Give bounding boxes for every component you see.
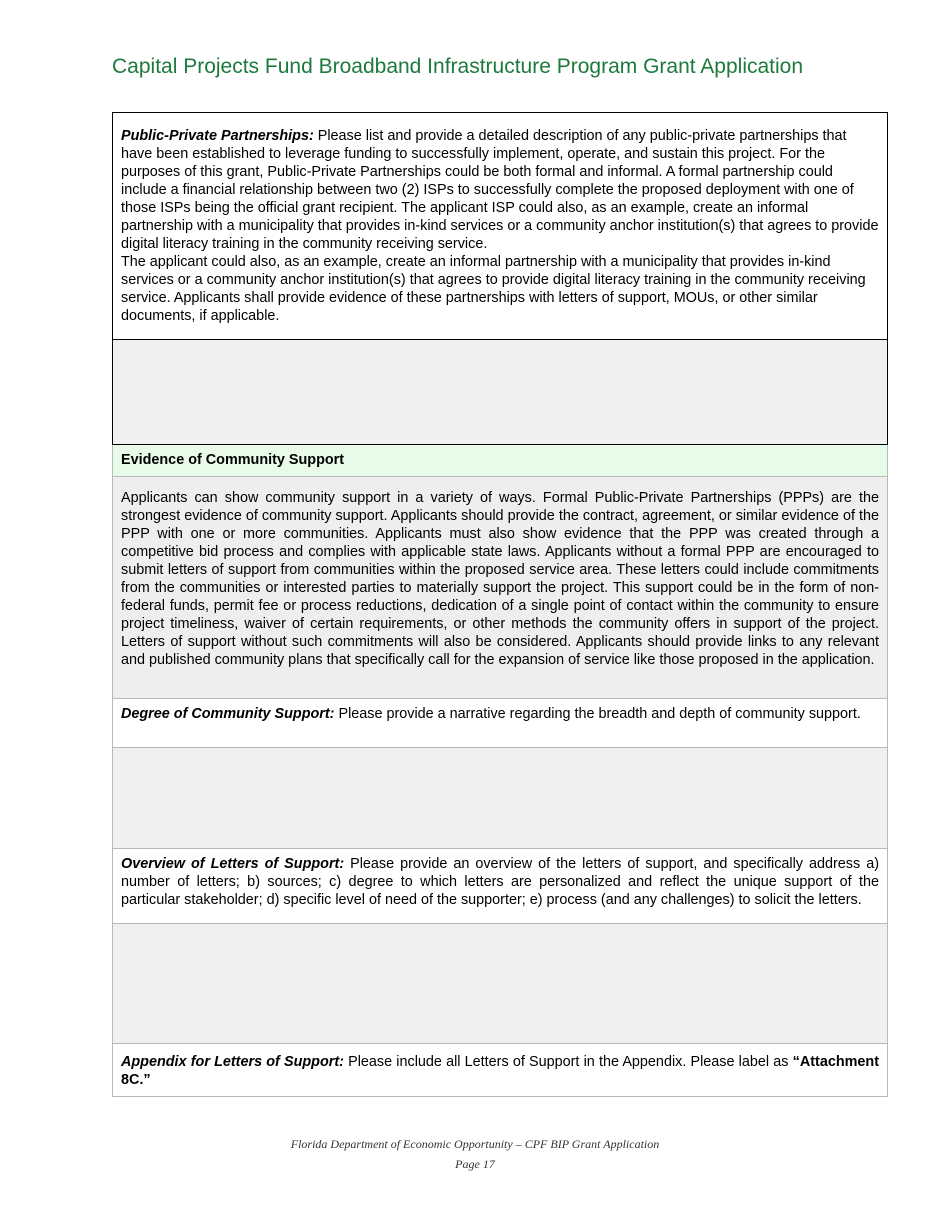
degree-response-field[interactable] [112,748,888,849]
page-title: Capital Projects Fund Broadband Infrastructure Program Grant Application [112,55,804,78]
overview-question [112,849,888,924]
overview-text: Please provide an overview of the letters of support, and specifically address a) number of letters; b) sources; c) degree to which letters are personalized and reflect the unique support of the particular stakeholder; d) specific level of need of the supporter; e) process (and any challenges) to solicit the letters. [121,856,879,908]
appendix-text: Please include all Letters of Support in the Appendix. Please label as [343,1054,793,1070]
application-form [112,112,888,1097]
appendix-question [112,1044,888,1097]
community-support-header: Evidence of Community Support [112,445,888,477]
ppp-response-field[interactable] [112,340,888,445]
footer-line: Florida Department of Economic Opportunity – CPF BIP Grant Application [290,1137,660,1151]
appendix-attachment: “Attachment 8C.” [121,1054,879,1088]
ppp-text-2: The applicant could also, as an example, create an informal partnership with a municipality that provides in-kind services or a community anchor institution(s) that agrees to provide digital literacy training in the community receiving service. Applicants shall provide evidence of these partnerships with letters of support, MOUs, or other similar documents, if applicable. [121,254,866,324]
ppp-question [112,112,888,340]
overview-response-field[interactable] [112,924,888,1044]
degree-label: Degree of Community Support: [121,706,335,722]
page-number: Page 17 [455,1157,495,1171]
ppp-paragraph-1 [121,127,879,253]
ppp-label: Public-Private Partnerships: [121,128,314,144]
overview-label: Overview of Letters of Support: [121,856,345,872]
ppp-text-1: Please list and provide a detailed description of any public-private partnerships that have been established to leverage funding to successfully implement, operate, and sustain this project. For the purposes of this grant, Public-Private Partnerships could be both formal and informal. A formal partnership could include a financial relationship between two (2) ISPs to successfully complete the proposed deployment with one of those ISPs being the official grant recipient. The applicant ISP could also, as an example, create an informal partnership with a municipality that provides in-kind services or a community anchor institution(s) that agrees to provide digital literacy training in the community receiving service. [121,128,879,252]
community-support-description: Applicants can show community support in a variety of ways. Formal Public-Private Partnerships (PPPs) are the strongest evidence of community support. Applicants should provide the contract, agreement, or similar evidence of the PPP with one or more communities. Applicants must also show evidence that the PPP was created through a competitive bid process and complies with applicable state laws. Applicants without a formal PPP are encouraged to submit letters of support from communities within the proposed service area. These letters could include commitments from the communities or interested parties to materially support the project. This support could be in the form of non-federal funds, permit fee or process reductions, dedication of a single point of contact within the community to ensure project timeliness, waiver of certain requirements, or other methods the community offers in support of the project. Letters of support without such commitments will also be considered. Applicants should provide links to any relevant and published community plans that specifically call for the expansion of service like those proposed in the application. [112,477,888,699]
degree-text: Please provide a narrative regarding the breadth and depth of community support. [334,706,861,722]
appendix-label: Appendix for Letters of Support: [121,1054,344,1070]
degree-question [112,699,888,748]
